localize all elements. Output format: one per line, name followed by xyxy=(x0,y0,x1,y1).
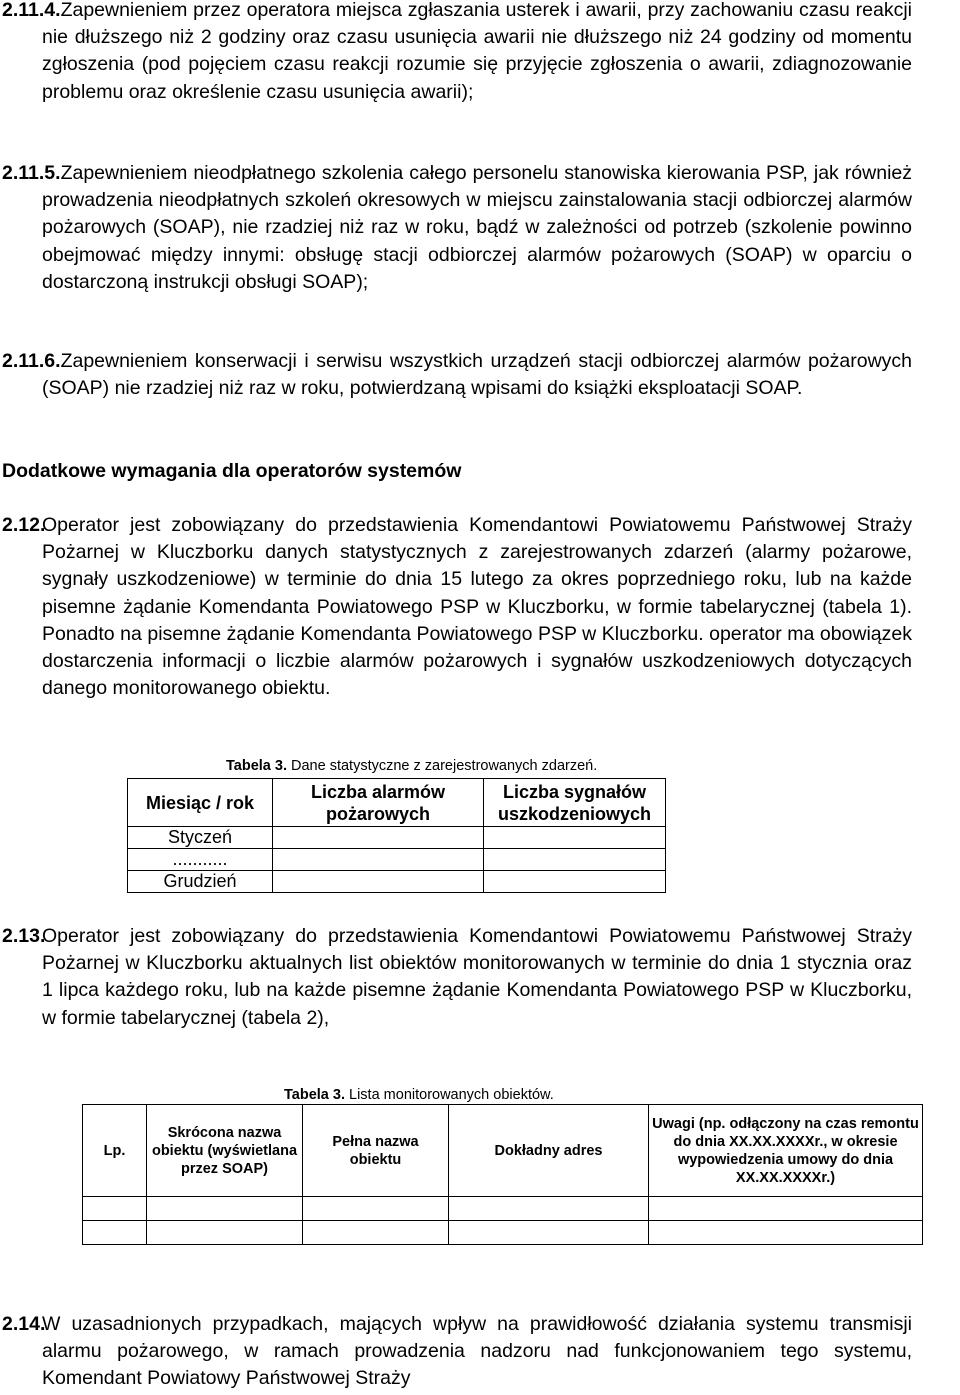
paragraph-number: 2.13. xyxy=(2,925,46,947)
paragraph-text: W uzasadnionych przypadkach, mających wpływ na prawidłowość działania systemu transmisji alarmu pożarowego, w ramach prowadzenia nadzoru nad funkcjonowaniem tego systemu, Komendant Powiatowy Państwowej Straży xyxy=(42,1313,912,1390)
section-heading: Dodatkowe wymagania dla operatorów systemów xyxy=(2,460,462,482)
paragraph-2-14 xyxy=(2,1311,912,1393)
table-cell xyxy=(649,1221,923,1245)
table-cell xyxy=(273,849,484,871)
table1-caption xyxy=(226,757,597,775)
table-cell xyxy=(484,871,666,893)
table-row xyxy=(128,871,666,893)
table-row xyxy=(128,849,666,871)
table-cell xyxy=(449,1197,649,1221)
table-cell xyxy=(273,871,484,893)
table-row xyxy=(83,1197,923,1221)
paragraph-2-12 xyxy=(2,512,912,702)
caption-text: Lista monitorowanych obiektów. xyxy=(349,1087,554,1103)
header-cell: Lp. xyxy=(83,1105,147,1197)
paragraph-text: Zapewnieniem nieodpłatnego szkolenia całego personelu stanowiska kierowania PSP, jak również prowadzenia nieodpłatnych szkoleń okresowych w miejscu zainstalowania stacji odbiorczej alarmów pożarowych (SOAP), nie rzadziej niż raz w roku, bądź w zależności od potrzeb (szkolenie powinno obejmować między innymi: obsługę stacji odbiorczej alarmów pożarowych (SOAP) w oparciu o dostarczoną instrukcji obsługi SOAP); xyxy=(42,162,912,293)
table-header-row xyxy=(83,1105,923,1197)
paragraph-number: 2.11.5. xyxy=(2,162,61,184)
paragraph-2-13 xyxy=(2,923,912,1032)
statistics-table xyxy=(127,778,666,893)
table-cell xyxy=(147,1221,303,1245)
header-cell: Uwagi (np. odłączony na czas remontu do dnia XX.XX.XXXXr., w okresie wypowiedzenia umowy do dnia XX.XX.XXXXr.) xyxy=(649,1105,923,1197)
table-cell xyxy=(147,1197,303,1221)
header-cell: Skrócona nazwa obiektu (wyświetlana przez SOAP) xyxy=(147,1105,303,1197)
paragraph-2-11-5 xyxy=(2,160,912,296)
paragraph-number: 2.12. xyxy=(2,514,46,536)
paragraph-2-11-4 xyxy=(2,0,912,106)
header-cell: Miesiąc / rok xyxy=(128,779,273,827)
paragraph-text: Zapewnieniem przez operatora miejsca zgłaszania usterek i awarii, przy zachowaniu czasu reakcji nie dłuższego niż 2 godziny oraz czasu usunięcia awarii nie dłuższego niż 24 godziny od momentu zgłoszenia (pod pojęciem czasu reakcji rozumie się przyjęcie zgłoszenia o awarii, zdiagnozowanie problemu oraz określenie czasu usunięcia awarii); xyxy=(42,0,912,103)
caption-label: Tabela 3. xyxy=(284,1087,345,1103)
table-cell xyxy=(83,1221,147,1245)
header-cell: Liczba alarmów pożarowych xyxy=(273,779,484,827)
table-cell xyxy=(303,1197,449,1221)
caption-label: Tabela 3. xyxy=(226,758,287,774)
table-cell: ........... xyxy=(128,849,273,871)
table2-caption xyxy=(284,1086,554,1104)
table-row xyxy=(83,1221,923,1245)
paragraph-number: 2.11.6. xyxy=(2,350,61,372)
paragraph-text: Operator jest zobowiązany do przedstawienia Komendantowi Powiatowemu Państwowej Straży Pożarnej w Kluczborku danych statystycznych z zarejestrowanych zdarzeń (alarmy pożarowe, sygnały uszkodzeniowe) w terminie do dnia 15 lutego za okres poprzedniego roku, lub na każde pisemne żądanie Komendanta Powiatowego PSP w Kluczborku, w formie tabelarycznej (tabela 1). Ponadto na pisemne żądanie Komendanta Powiatowego PSP w Kluczborku. operator ma obowiązek dostarczenia informacji o liczbie alarmów pożarowych i sygnałów uszkodzeniowych dotyczących danego monitorowanego obiektu. xyxy=(42,514,912,700)
caption-text: Dane statystyczne z zarejestrowanych zdarzeń. xyxy=(291,758,598,774)
header-cell: Pełna nazwa obiektu xyxy=(303,1105,449,1197)
header-cell: Liczba sygnałów uszkodzeniowych xyxy=(484,779,666,827)
paragraph-number: 2.11.4. xyxy=(2,0,61,21)
paragraph-number: 2.14. xyxy=(2,1313,46,1335)
table-cell xyxy=(649,1197,923,1221)
table-cell xyxy=(449,1221,649,1245)
paragraph-text: Zapewnieniem konserwacji i serwisu wszystkich urządzeń stacji odbiorczej alarmów pożarowych (SOAP) nie rzadziej niż raz w roku, potwierdzaną wpisami do książki eksploatacji SOAP. xyxy=(42,350,912,400)
paragraph-text: Operator jest zobowiązany do przedstawienia Komendantowi Powiatowemu Państwowej Straży Pożarnej w Kluczborku aktualnych list obiektów monitorowanych w terminie do dnia 1 stycznia oraz 1 lipca każdego roku, lub na każde pisemne żądanie Komendanta Powiatowego PSP w Kluczborku, w formie tabelarycznej (tabela 2), xyxy=(42,925,912,1029)
table-cell xyxy=(303,1221,449,1245)
table-cell: Grudzień xyxy=(128,871,273,893)
table-cell xyxy=(83,1197,147,1221)
table-cell xyxy=(273,827,484,849)
paragraph-2-11-6 xyxy=(2,348,912,402)
table-cell xyxy=(484,849,666,871)
table-cell: Styczeń xyxy=(128,827,273,849)
table-cell xyxy=(484,827,666,849)
objects-table xyxy=(82,1104,923,1245)
table-row xyxy=(128,827,666,849)
table-header-row xyxy=(128,779,666,827)
header-cell: Dokładny adres xyxy=(449,1105,649,1197)
